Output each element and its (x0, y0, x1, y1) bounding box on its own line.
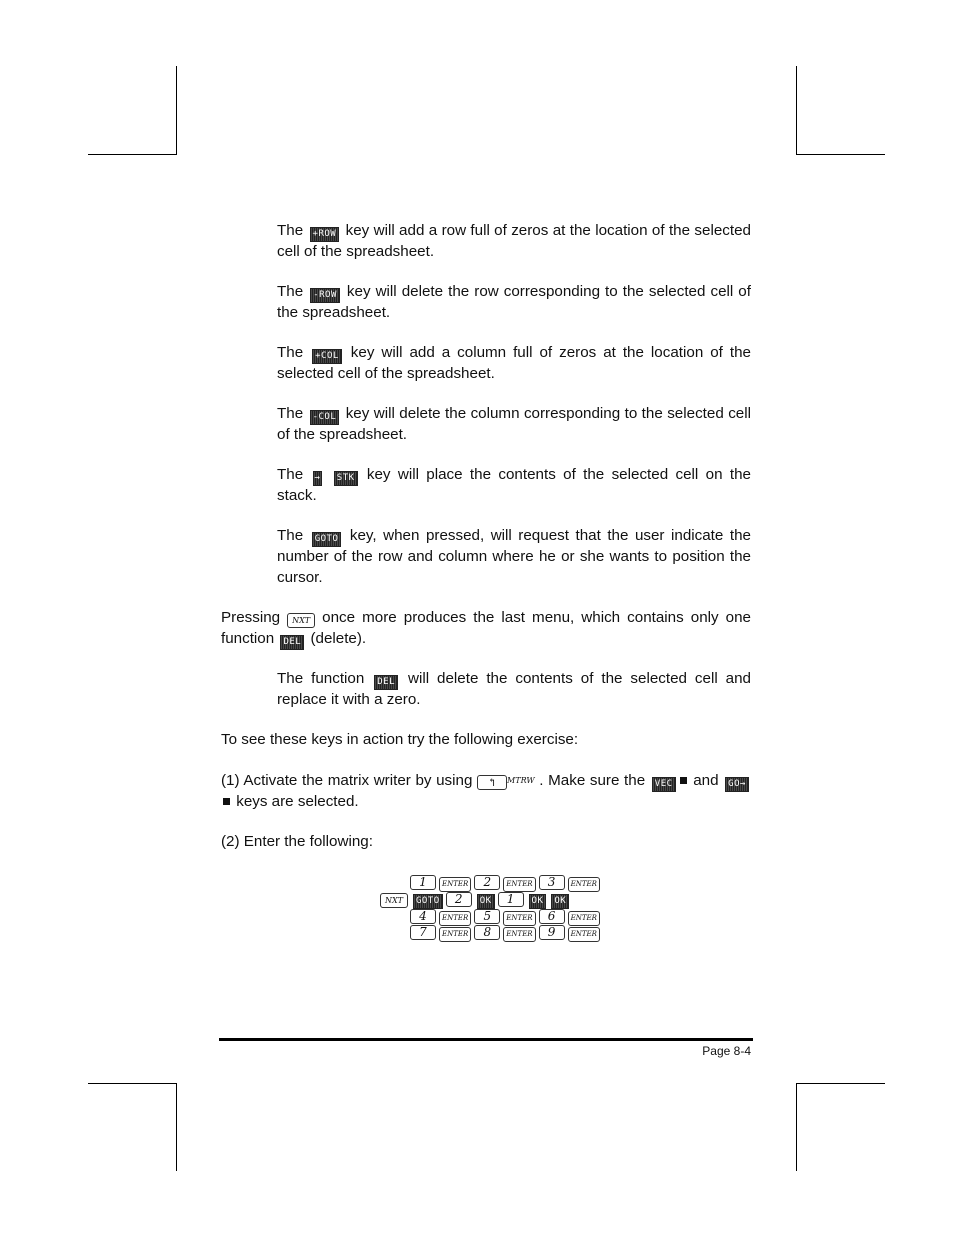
crop-mark-tr-horizontal (796, 154, 885, 155)
softkey-ok: OK (477, 894, 495, 909)
key-7: 7 (410, 925, 436, 940)
keystroke-row-3 (410, 906, 603, 921)
text: The (277, 283, 304, 300)
softkey-stk: STK (334, 471, 358, 486)
softkey-go-right: GO→ (725, 777, 749, 792)
enter-key: ENTER (568, 927, 600, 942)
key-4: 4 (410, 909, 436, 924)
text: The (277, 527, 304, 544)
text: (2) Enter the following: (221, 833, 373, 850)
text: The function (277, 670, 365, 687)
mtrw-label: MTRW (507, 776, 535, 785)
crop-mark-bl-vertical (176, 1083, 177, 1171)
paragraph-step-2 (221, 832, 751, 853)
paragraph-delete-column (277, 404, 751, 446)
softkey-arrow: → (313, 471, 323, 486)
key-6: 6 (539, 909, 565, 924)
text: The (277, 344, 304, 361)
paragraph-step-1 (221, 771, 751, 813)
key-5: 5 (474, 909, 500, 924)
paragraph-pressing-nxt (221, 608, 751, 650)
page-number: Page 8-4 (702, 1044, 751, 1058)
softkey-goto: GOTO (413, 894, 443, 909)
text: will delete the contents of the selected cell and replace it with a zero. (277, 670, 751, 708)
text: once more produces the last menu, which contains only one function (221, 609, 751, 647)
key-3: 3 (539, 875, 565, 890)
softkey-delete-column: -COL (310, 410, 340, 425)
crop-mark-tl-vertical (176, 66, 177, 154)
softkey-ok: OK (529, 894, 547, 909)
enter-key: ENTER (503, 927, 535, 942)
text: key will delete the row corresponding to the selected cell of the spreadsheet. (277, 283, 751, 321)
paragraph-exercise-intro (221, 730, 751, 751)
softkey-delete-row: -ROW (310, 288, 340, 303)
enter-key: ENTER (439, 877, 471, 892)
text: To see these keys in action try the following exercise: (221, 731, 579, 748)
key-2: 2 (474, 875, 500, 890)
text: key will delete the column corresponding to the selected cell of the spreadsheet. (277, 405, 751, 443)
text: The (277, 222, 304, 239)
text: key will add a row full of zeros at the location of the selected cell of the spreadsheet. (277, 222, 751, 260)
enter-key: ENTER (503, 911, 535, 926)
text: The (277, 466, 304, 483)
enter-key: ENTER (568, 911, 600, 926)
softkey-del: DEL (280, 635, 304, 650)
text: key, when pressed, will request that the user indicate the number of the row and column where he or she wants to position the cursor. (277, 527, 751, 586)
paragraph-add-column (277, 343, 751, 385)
text: . Make sure the (539, 772, 646, 789)
enter-key: ENTER (568, 877, 600, 892)
crop-mark-tl-horizontal (88, 154, 177, 155)
key-1: 1 (410, 875, 436, 890)
text: key will add a column full of zeros at the location of the selected cell of the spreadsheet. (277, 344, 751, 382)
nxt-key: NXT (287, 613, 315, 628)
text: keys are selected. (236, 793, 359, 810)
keystroke-row-1 (410, 872, 603, 887)
enter-key: ENTER (439, 911, 471, 926)
key-9: 9 (539, 925, 565, 940)
key-1: 1 (498, 892, 524, 907)
softkey-add-row: +ROW (310, 227, 340, 242)
crop-mark-br-horizontal (796, 1083, 885, 1084)
softkey-ok: OK (551, 894, 569, 909)
text: (delete). (310, 629, 367, 647)
key-8: 8 (474, 925, 500, 940)
paragraph-stack (277, 465, 751, 507)
softkey-add-column: +COL (312, 349, 342, 364)
softkey-del: DEL (374, 675, 398, 690)
paragraph-del-function (277, 669, 751, 711)
text: (1) Activate the matrix writer by using (221, 772, 473, 789)
crop-mark-bl-horizontal (88, 1083, 177, 1084)
text: key will place the contents of the selected cell on the stack. (277, 466, 751, 504)
text: and (693, 772, 719, 789)
enter-key: ENTER (439, 927, 471, 942)
softkey-goto: GOTO (312, 532, 342, 547)
footer-rule (219, 1038, 753, 1041)
keystroke-row-4 (410, 922, 603, 937)
paragraph-delete-row (277, 282, 751, 324)
selected-square-icon (223, 798, 230, 805)
nxt-key: NXT (380, 893, 408, 908)
key-2: 2 (446, 892, 472, 907)
keystroke-row-2 (380, 889, 572, 904)
enter-key: ENTER (503, 877, 535, 892)
paragraph-goto (277, 526, 751, 588)
selected-square-icon (680, 777, 687, 784)
left-shift-key: ↰ (477, 775, 507, 790)
paragraph-add-row (277, 221, 751, 263)
text: Pressing (221, 609, 281, 626)
crop-mark-tr-vertical (796, 66, 797, 154)
text: The (277, 405, 304, 422)
softkey-vec: VEC (652, 777, 676, 792)
crop-mark-br-vertical (796, 1083, 797, 1171)
